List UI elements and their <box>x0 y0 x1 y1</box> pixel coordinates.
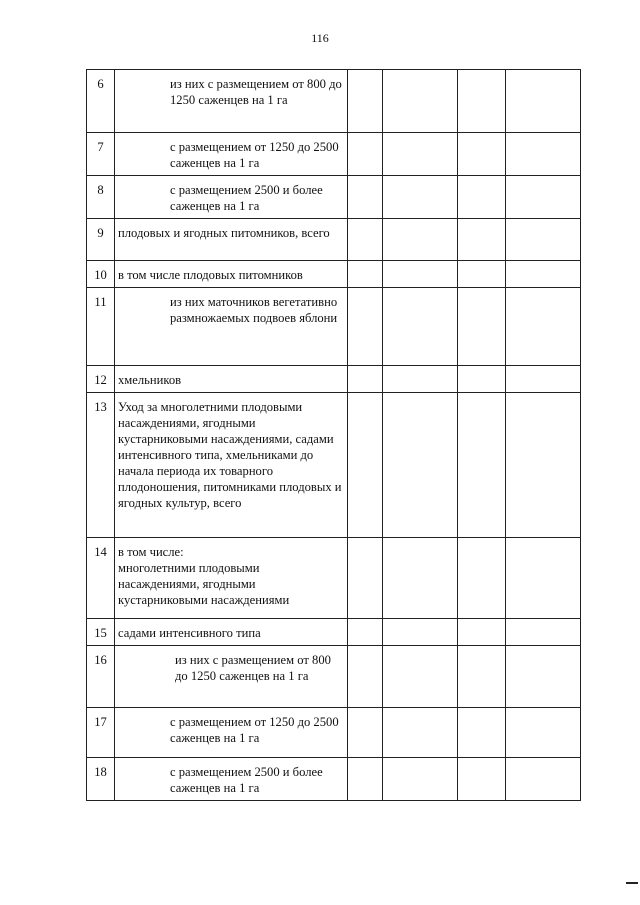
empty-cell <box>458 219 506 261</box>
row-label: с размещением 2500 и более саженцев на 1 га <box>115 176 348 219</box>
table-row <box>87 708 581 758</box>
empty-cell <box>383 261 458 288</box>
empty-cell <box>506 219 581 261</box>
empty-cell <box>383 538 458 619</box>
empty-cell <box>506 133 581 176</box>
row-label-line: в том числе: <box>118 545 184 559</box>
table-row <box>87 261 581 288</box>
table-row <box>87 538 581 619</box>
empty-cell <box>348 708 383 758</box>
empty-cell <box>458 70 506 133</box>
empty-cell <box>458 176 506 219</box>
row-number: 10 <box>87 261 115 288</box>
data-table <box>86 69 581 801</box>
empty-cell <box>383 393 458 538</box>
empty-cell <box>383 288 458 366</box>
empty-cell <box>348 133 383 176</box>
empty-cell <box>458 133 506 176</box>
edge-mark <box>626 882 638 884</box>
empty-cell <box>506 758 581 801</box>
empty-cell <box>506 619 581 646</box>
row-number: 17 <box>87 708 115 758</box>
row-number: 7 <box>87 133 115 176</box>
empty-cell <box>348 288 383 366</box>
table-row <box>87 70 581 133</box>
table-row <box>87 758 581 801</box>
empty-cell <box>506 646 581 708</box>
row-number: 14 <box>87 538 115 619</box>
empty-cell <box>383 758 458 801</box>
empty-cell <box>383 708 458 758</box>
empty-cell <box>506 261 581 288</box>
empty-cell <box>506 288 581 366</box>
row-label: садами интенсивного типа <box>115 619 348 646</box>
row-label: из них с размещением от 800 до 1250 саженцев на 1 га <box>115 646 348 708</box>
row-number: 15 <box>87 619 115 646</box>
empty-cell <box>458 538 506 619</box>
row-number: 12 <box>87 366 115 393</box>
empty-cell <box>506 538 581 619</box>
empty-cell <box>458 261 506 288</box>
empty-cell <box>506 708 581 758</box>
row-label <box>115 538 348 619</box>
empty-cell <box>348 619 383 646</box>
row-label: с размещением от 1250 до 2500 саженцев на 1 га <box>115 708 348 758</box>
row-label: из них с размещением от 800 до 1250 саженцев на 1 га <box>115 70 348 133</box>
row-label: Уход за многолетними плодовыми насаждениями, ягодными кустарниковыми насаждениями, садами интенсивного типа, хмельниками до начала периода их товарного плодоношения, питомниками плодовых и ягодных культур, всего <box>115 393 348 538</box>
row-number: 9 <box>87 219 115 261</box>
row-label: с размещением 2500 и более саженцев на 1 га <box>115 758 348 801</box>
row-label: в том числе плодовых питомников <box>115 261 348 288</box>
row-number: 8 <box>87 176 115 219</box>
table-row <box>87 176 581 219</box>
empty-cell <box>348 538 383 619</box>
row-number: 16 <box>87 646 115 708</box>
empty-cell <box>383 176 458 219</box>
row-number: 11 <box>87 288 115 366</box>
empty-cell <box>383 619 458 646</box>
empty-cell <box>506 393 581 538</box>
empty-cell <box>506 176 581 219</box>
empty-cell <box>348 393 383 538</box>
row-label: хмельников <box>115 366 348 393</box>
row-label: с размещением от 1250 до 2500 саженцев на 1 га <box>115 133 348 176</box>
table-row <box>87 619 581 646</box>
row-label: из них маточников вегетативно размножаемых подвоев яблони <box>115 288 348 366</box>
empty-cell <box>383 70 458 133</box>
row-number: 18 <box>87 758 115 801</box>
empty-cell <box>458 619 506 646</box>
row-number: 13 <box>87 393 115 538</box>
empty-cell <box>348 176 383 219</box>
empty-cell <box>458 288 506 366</box>
empty-cell <box>458 393 506 538</box>
row-label: плодовых и ягодных питомников, всего <box>115 219 348 261</box>
empty-cell <box>383 646 458 708</box>
empty-cell <box>383 219 458 261</box>
table-row <box>87 393 581 538</box>
empty-cell <box>383 133 458 176</box>
empty-cell <box>348 70 383 133</box>
empty-cell <box>348 261 383 288</box>
table-row <box>87 219 581 261</box>
empty-cell <box>348 758 383 801</box>
empty-cell <box>348 366 383 393</box>
empty-cell <box>458 758 506 801</box>
table-row <box>87 288 581 366</box>
empty-cell <box>506 366 581 393</box>
empty-cell <box>458 646 506 708</box>
row-label-line: многолетними плодовыми насаждениями, ягодными кустарниковыми насаждениями <box>118 561 290 607</box>
table-row <box>87 366 581 393</box>
empty-cell <box>506 70 581 133</box>
empty-cell <box>348 219 383 261</box>
empty-cell <box>458 366 506 393</box>
row-number: 6 <box>87 70 115 133</box>
page-number: 116 <box>311 31 329 45</box>
table-row <box>87 133 581 176</box>
empty-cell <box>348 646 383 708</box>
empty-cell <box>458 708 506 758</box>
table-row <box>87 646 581 708</box>
empty-cell <box>383 366 458 393</box>
